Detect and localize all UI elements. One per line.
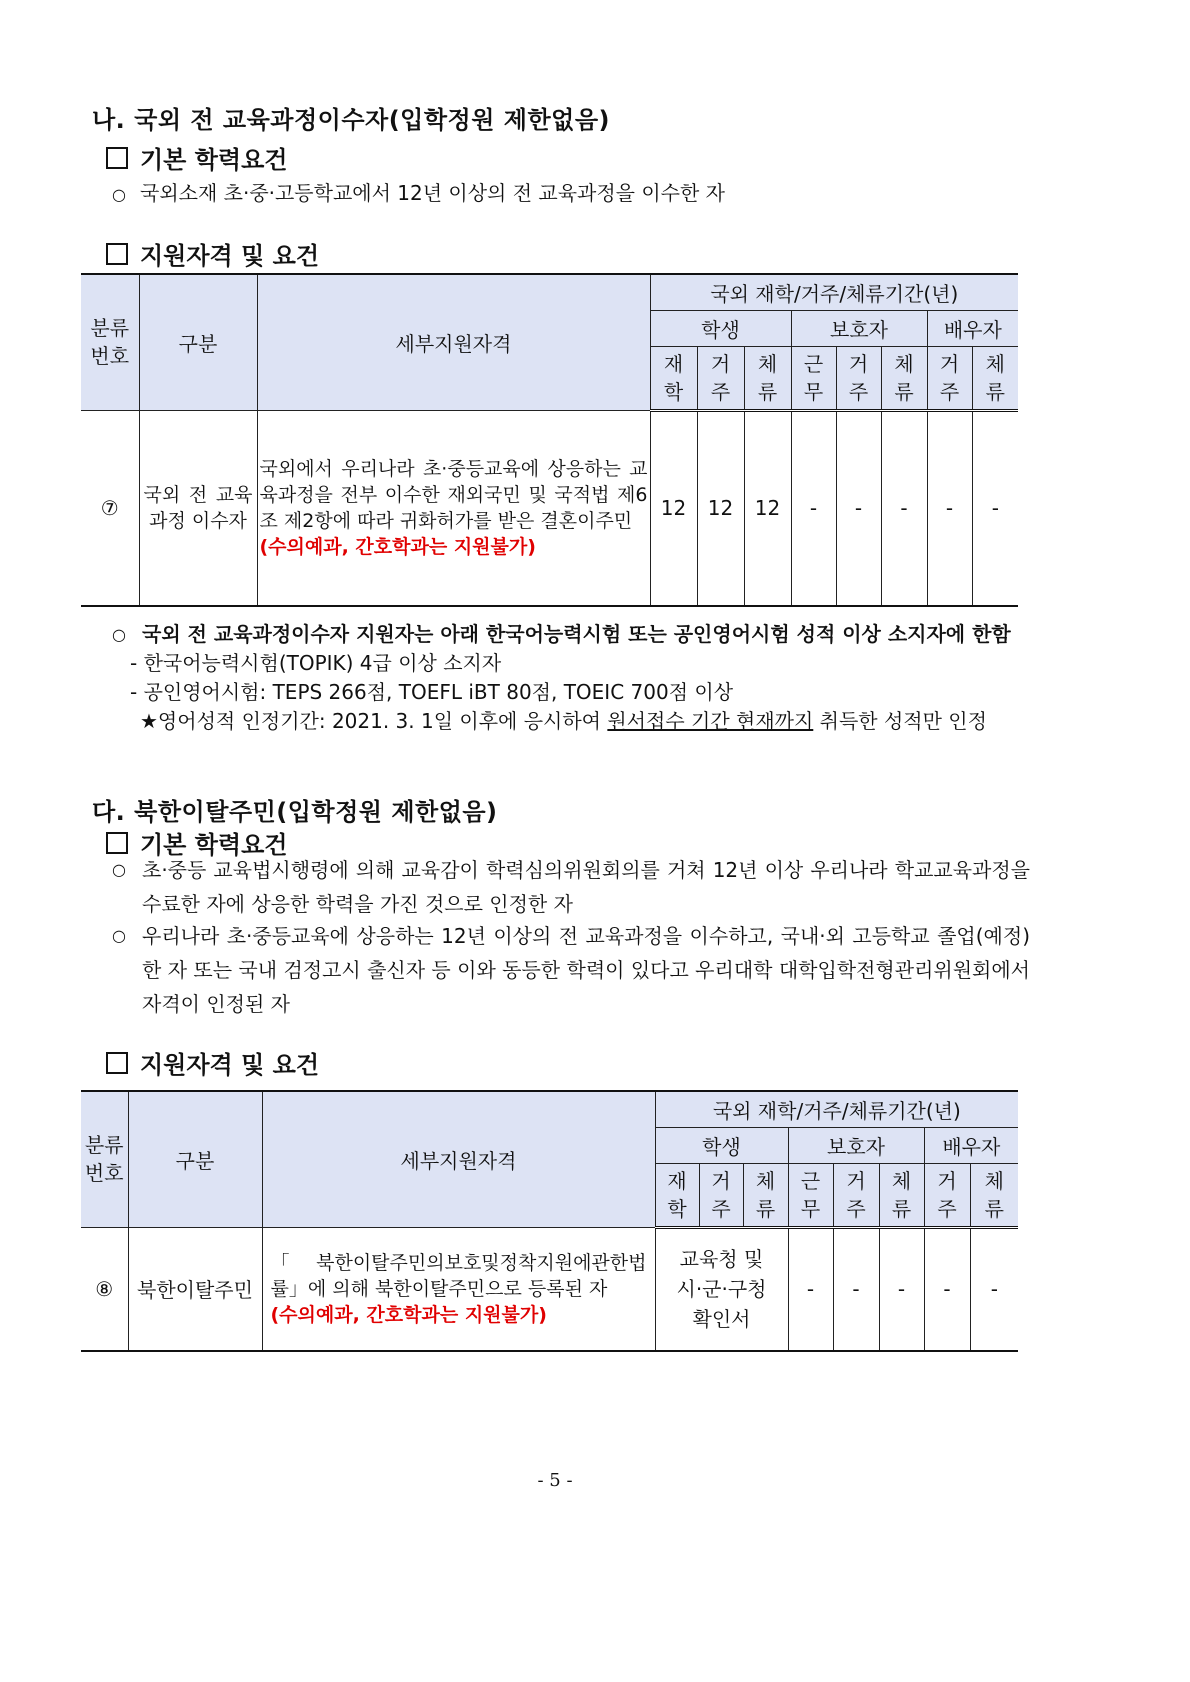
page-number: - 5 - <box>537 1470 573 1491</box>
row-value: - <box>791 410 836 606</box>
header-period: 국외 재학/거주/체류기간(년) <box>655 1091 1018 1127</box>
row-category: 북한이탈주민 <box>128 1227 262 1351</box>
section-na-qual-heading <box>106 236 319 271</box>
section-da-bullet-1 <box>112 853 1030 921</box>
row-value: 12 <box>650 410 697 606</box>
row-value: - <box>833 1227 879 1351</box>
circle-bullet-icon: ○ <box>112 625 126 644</box>
header-guardian: 보호자 <box>791 310 927 346</box>
checkbox-square-icon <box>106 1052 128 1074</box>
row-value: - <box>927 410 972 606</box>
row-value: 12 <box>744 410 791 606</box>
notes-dash-1: - 한국어능력시험(TOPIK) 4급 이상 소지자 <box>130 651 502 675</box>
header-sub-residence: 거 주 <box>699 1163 743 1227</box>
checkbox-square-icon <box>106 147 128 169</box>
header-detail: 세부지원자격 <box>257 274 650 410</box>
row-value: 12 <box>697 410 744 606</box>
star-text-pre: ★영어성적 인정기간: 2021. 3. 1일 이후에 응시하여 <box>140 709 608 733</box>
header-sub-residence: 거 주 <box>697 346 744 410</box>
row-value: - <box>970 1227 1018 1351</box>
header-period: 국외 재학/거주/체류기간(년) <box>650 274 1018 310</box>
heading-text: 지원자격 및 요건 <box>140 1051 319 1079</box>
header-student: 학생 <box>655 1127 788 1163</box>
header-sub-stay: 체 류 <box>881 346 927 410</box>
header-detail: 세부지원자격 <box>262 1091 655 1227</box>
star-text-post: 취득한 성적만 인정 <box>813 709 987 733</box>
header-sub-residence: 거 주 <box>927 346 972 410</box>
header-guardian: 보호자 <box>788 1127 924 1163</box>
notes-dash-2: - 공인영어시험: TEPS 266점, TOEFL iBT 80점, TOEIC 700점 이상 <box>130 680 734 704</box>
circle-bullet-icon: ○ <box>112 185 126 204</box>
section-na-title: 나. 국외 전 교육과정이수자(입학정원 제한없음) <box>92 106 610 134</box>
bullet-text: 초·중등 교육법시행령에 의해 교육감이 학력심의위원회의를 거쳐 12년 이상 우리나라 학교교육과정을 수료한 자에 상응한 학력을 가진 것으로 인정한 자 <box>142 858 1030 916</box>
section-na-basic-heading <box>106 140 287 175</box>
heading-text: 지원자격 및 요건 <box>140 242 319 270</box>
header-category: 구분 <box>139 274 257 410</box>
heading-text: 기본 학력요건 <box>140 831 288 859</box>
header-sub-residence: 거 주 <box>833 1163 879 1227</box>
notes-bullet-text: 국외 전 교육과정이수자 지원자는 아래 한국어능력시험 또는 공인영어시험 성적 이상 소지자에 한함 <box>142 622 1011 646</box>
requirements-table-8 <box>81 1090 1018 1352</box>
header-sub-work: 근 무 <box>791 346 836 410</box>
header-sub-stay: 체 류 <box>743 1163 788 1227</box>
header-student: 학생 <box>650 310 791 346</box>
detail-text: 「북한이탈주민의보호및정착지원에관한법률」에 의해 북한이탈주민으로 등록된 자 <box>270 1251 647 1300</box>
header-sub-enrolled: 재 학 <box>650 346 697 410</box>
row-value: - <box>836 410 881 606</box>
header-spouse: 배우자 <box>927 310 1018 346</box>
bullet-text: 국외소재 초·중·고등학교에서 12년 이상의 전 교육과정을 이수한 자 <box>140 181 725 205</box>
detail-restriction: (수의예과, 간호학과는 지원불가) <box>270 1303 547 1326</box>
section-na-notes <box>112 620 1030 736</box>
header-class-no: 분류 번호 <box>81 274 139 410</box>
checkbox-square-icon <box>106 832 128 854</box>
star-text-underlined: 원서접수 기간 현재까지 <box>607 709 814 733</box>
checkbox-square-icon <box>106 243 128 265</box>
row-class-no: ⑧ <box>81 1227 128 1351</box>
row-student-proof: 교육청 및 시·군·구청 확인서 <box>655 1227 788 1351</box>
header-sub-stay: 체 류 <box>744 346 791 410</box>
section-da-qual-heading <box>106 1045 319 1080</box>
section-da-bullet-2 <box>112 919 1030 1021</box>
row-value: - <box>924 1227 970 1351</box>
detail-restriction: (수의예과, 간호학과는 지원불가) <box>259 535 536 558</box>
header-class-no: 분류 번호 <box>81 1091 128 1227</box>
heading-text: 기본 학력요건 <box>140 146 288 174</box>
row-value: - <box>788 1227 833 1351</box>
header-category: 구분 <box>128 1091 262 1227</box>
notes-bullet <box>112 620 1030 649</box>
row-value: - <box>881 410 927 606</box>
row-detail <box>262 1227 655 1351</box>
header-sub-residence: 거 주 <box>836 346 881 410</box>
section-da-title: 다. 북한이탈주민(입학정원 제한없음) <box>92 798 498 826</box>
row-value: - <box>879 1227 924 1351</box>
row-value: - <box>972 410 1018 606</box>
header-spouse: 배우자 <box>924 1127 1018 1163</box>
header-sub-stay: 체 류 <box>879 1163 924 1227</box>
circle-bullet-icon: ○ <box>112 926 126 945</box>
circle-bullet-icon: ○ <box>112 860 126 879</box>
bullet-text: 우리나라 초·중등교육에 상응하는 12년 이상의 전 교육과정을 이수하고, 국내·외 고등학교 졸업(예정)한 자 또는 국내 검정고시 출신자 등 이와 동등한 학력이 있다고 우리대학 대학입학전형관리위원회에서 자격이 인정된 자 <box>142 924 1030 1016</box>
header-sub-stay: 체 류 <box>970 1163 1018 1227</box>
header-sub-stay: 체 류 <box>972 346 1018 410</box>
row-detail <box>257 410 650 606</box>
row-category: 국외 전 교육과정 이수자 <box>139 410 257 606</box>
header-sub-residence: 거 주 <box>924 1163 970 1227</box>
section-na-basic-bullet <box>112 176 725 212</box>
header-sub-enrolled: 재 학 <box>655 1163 699 1227</box>
detail-text: 국외에서 우리나라 초·중등교육에 상응하는 교육과정을 전부 이수한 재외국민 및 국적법 제6조 제2항에 따라 귀화허가를 받은 결혼이주민 <box>259 457 648 532</box>
row-class-no: ⑦ <box>81 410 139 606</box>
header-sub-work: 근 무 <box>788 1163 833 1227</box>
notes-star <box>112 707 1030 736</box>
requirements-table-7 <box>81 273 1018 607</box>
